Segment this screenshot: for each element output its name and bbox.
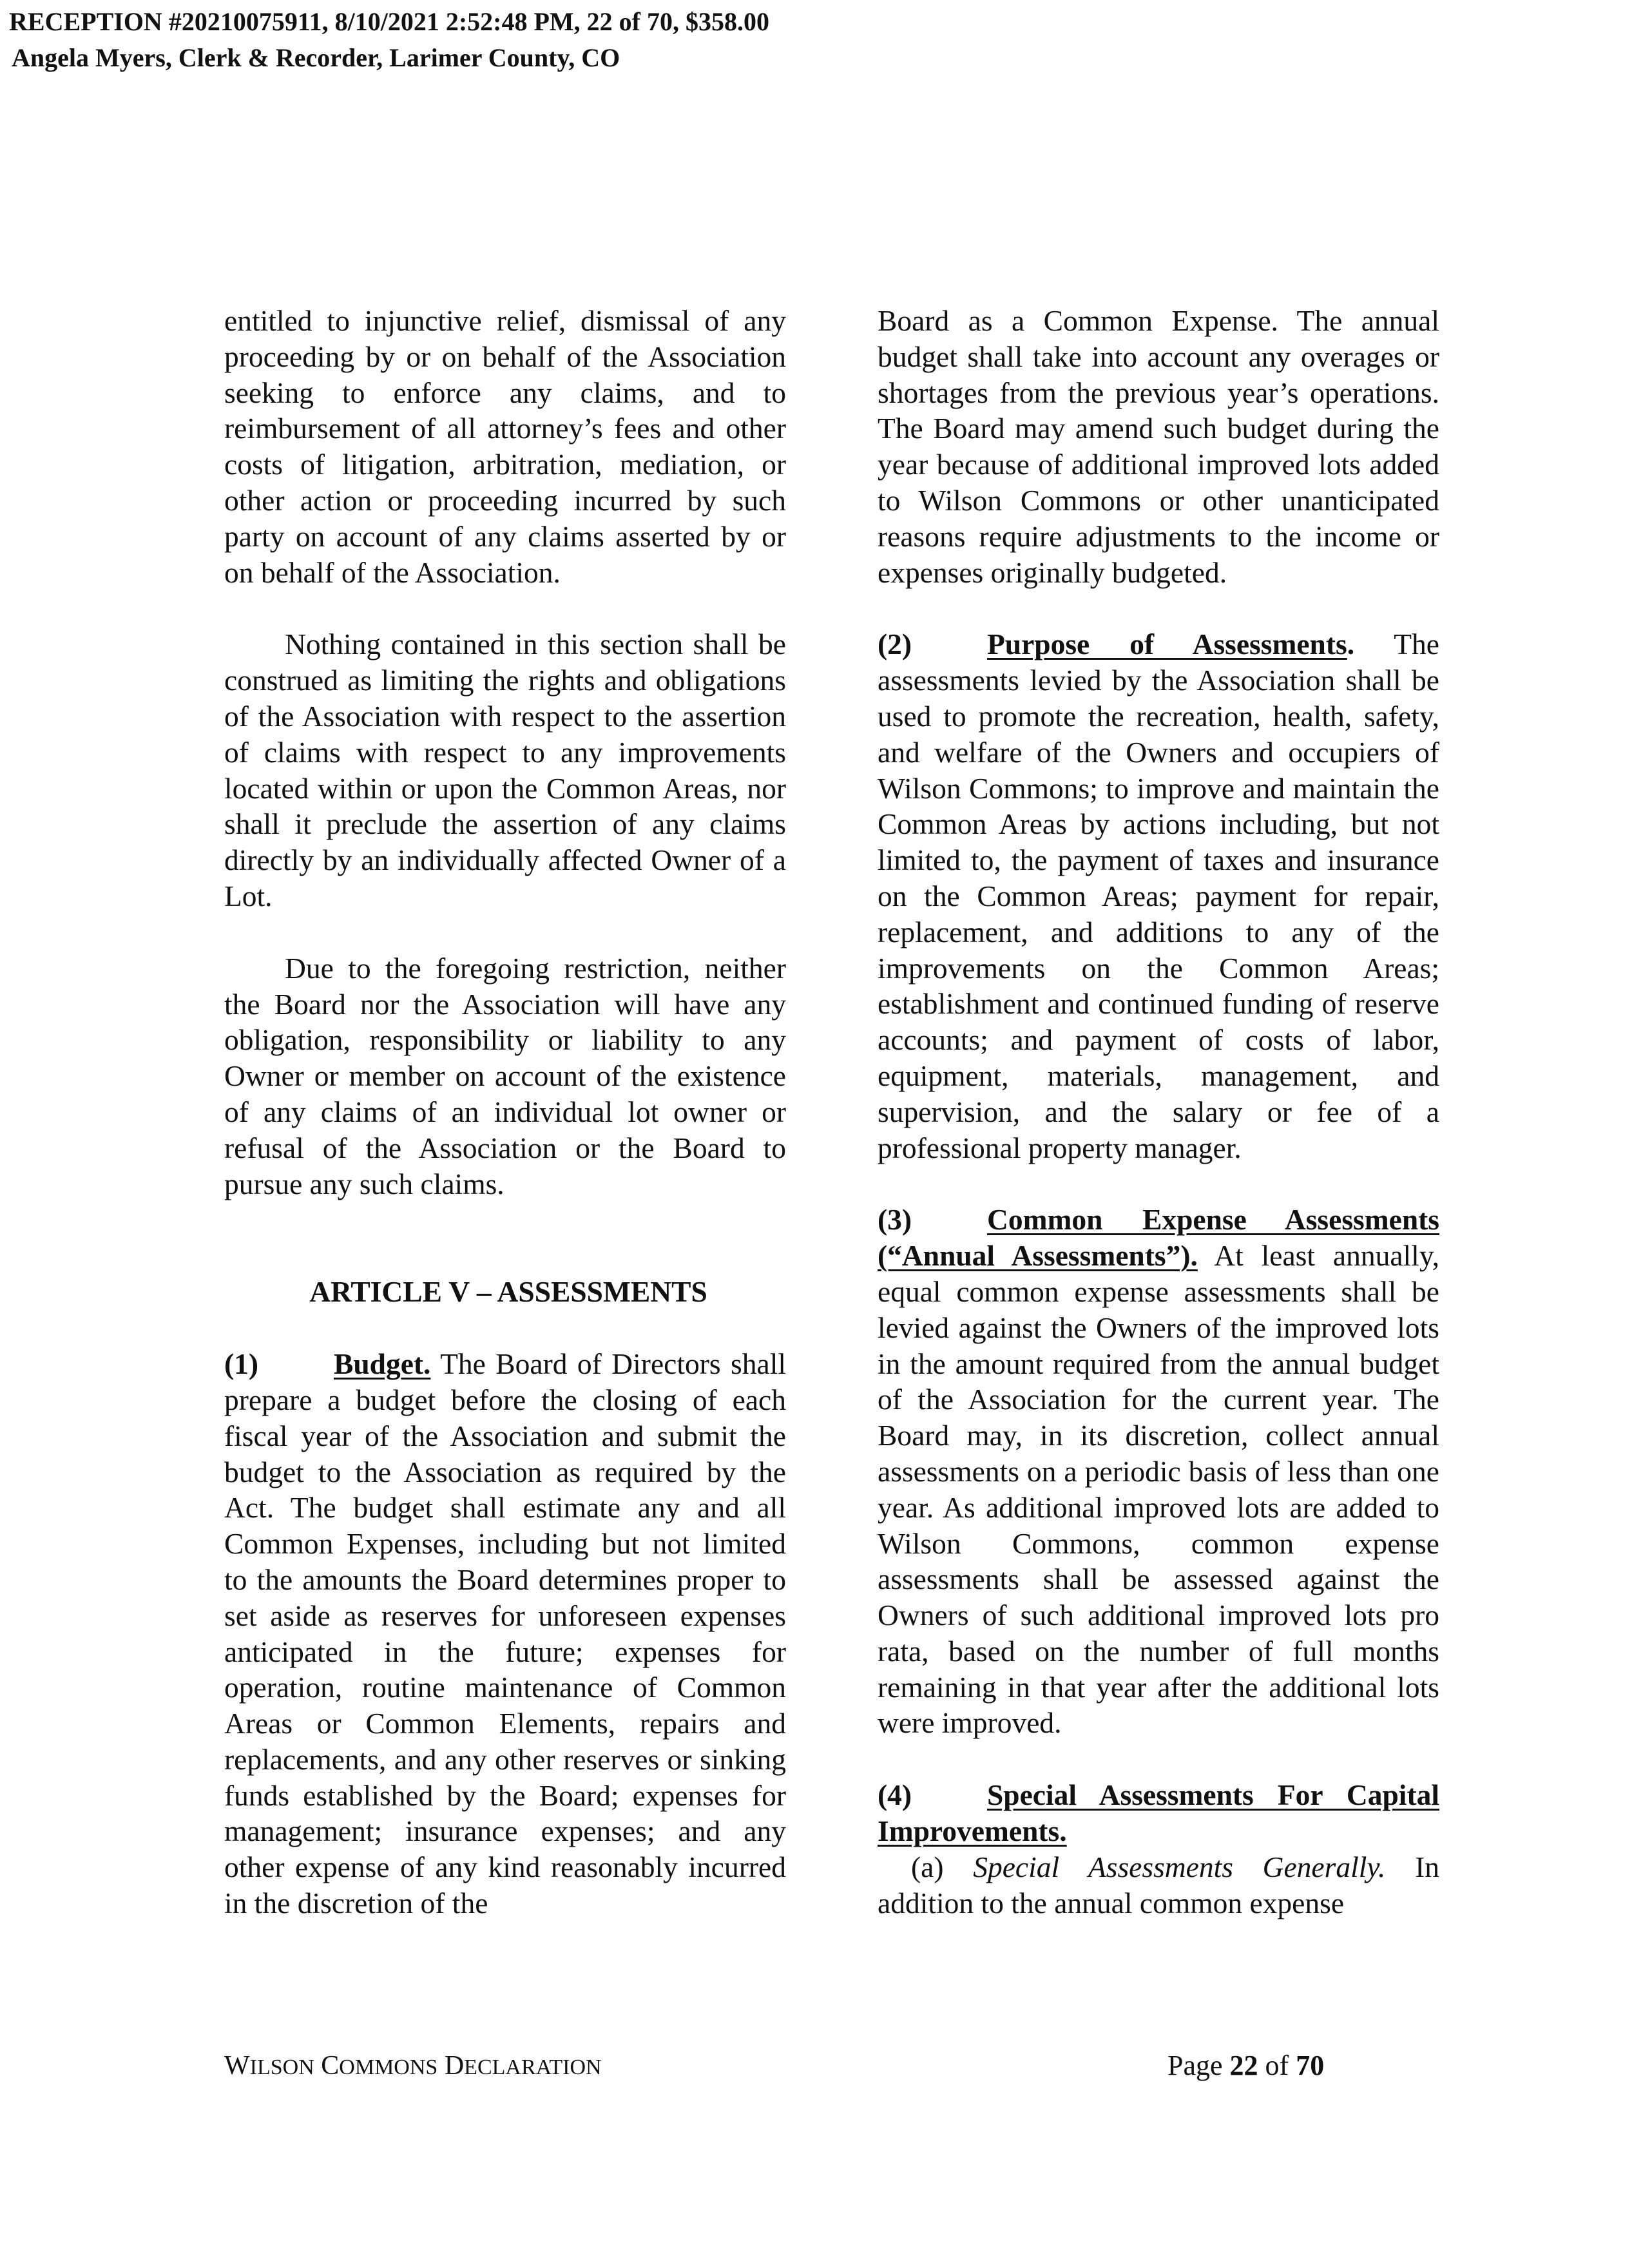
section-number: (1) bbox=[224, 1347, 259, 1381]
paragraph-board-common-expense: Board as a Common Expense. The annual budget shall take into account any overages or shortages from the previous year’s operations. The Board may amend such budget during the year because of additional improved lots added to Wilson Commons or other unanticipated reasons require adjustments to the income or expenses originally budgeted. bbox=[878, 304, 1439, 589]
section-1-budget bbox=[224, 1346, 786, 1921]
paragraph-nothing-contained: Nothing contained in this section shall be construed as limiting the rights and obligations of the Association with respect to the assertion of claims with respect to any improvements located within or upon the Common Areas, nor shall it preclude the assertion of any claims directly by an individually affected Owner of a Lot. bbox=[224, 628, 786, 912]
paragraph-foregoing-restriction: Due to the foregoing restriction, neither the Board nor the Association will have any obligation, responsibility or liability to any Owner or member on account of the existence of any claims of an individual lot owner or refusal of the Association or the Board to pursue any such claims. bbox=[224, 951, 786, 1200]
footer-page-number: Page 22 of 70 bbox=[1167, 2050, 1325, 2081]
page-current: 22 bbox=[1229, 2050, 1258, 2081]
section-title-period: . bbox=[1347, 628, 1355, 661]
section-number: (2) bbox=[878, 628, 912, 661]
section-4-special-assessments bbox=[878, 1777, 1439, 1849]
article-v-heading: ARTICLE V – ASSESSMENTS bbox=[309, 1275, 707, 1309]
section-number: (3) bbox=[878, 1203, 912, 1236]
subsection-body: In addition to the annual common expense bbox=[878, 1850, 1440, 1919]
section-body: At least annually, equal common expense assessments shall be levied against the Owners of the improved lots in the amount required from the annual budget of the Association for the current year. The Board may, in its discretion, collect annual assessments on a periodic basis of less than one year. As additional improved lots are added to Wilson Commons, common expense assessments shall be assessed against the Owners of such additional improved lots pro rata, based on the number of full months remaining in that year after the additional lots were improved. bbox=[878, 1239, 1439, 1740]
subsection-label: (a) bbox=[911, 1850, 974, 1883]
page-total: 70 bbox=[1296, 2050, 1325, 2081]
recorder-line: Angela Myers, Clerk & Recorder, Larimer County, CO bbox=[12, 43, 620, 72]
section-3-common-expense bbox=[878, 1202, 1439, 1741]
recording-header bbox=[9, 4, 769, 76]
section-number: (4) bbox=[878, 1778, 912, 1812]
subsection-4a bbox=[878, 1849, 1439, 1921]
section-title: Special Assessments For Capital Improvements. bbox=[878, 1778, 1439, 1848]
section-title: Common Expense Assessments (“Annual Assessments”). bbox=[878, 1203, 1439, 1273]
subsection-title: Special Assessments Generally. bbox=[973, 1850, 1386, 1883]
left-column bbox=[224, 303, 786, 1921]
paragraph-injunctive-relief: entitled to injunctive relief, dismissal of any proceeding by or on behalf of the Association seeking to enforce any claims, and to reimbursement of all attorney’s fees and other costs of litigation, arbitration, mediation, or other action or proceeding incurred by such party on account of any claims asserted by or on behalf of the Association. bbox=[224, 304, 786, 589]
right-column bbox=[878, 303, 1439, 1921]
section-body: The assessments levied by the Association shall be used to promote the recreation, health, safety, and welfare of the Owners and occupiers of Wilson Commons; to improve and maintain the Common Areas by actions including, but not limited to, the payment of taxes and insurance on the Common Areas; payment for repair, replacement, and additions to any of the improvements on the Common Areas; establishment and continued funding of reserve accounts; and payment of costs of labor, equipment, materials, management, and supervision, and the salary or fee of a professional property manager. bbox=[878, 628, 1439, 1164]
section-title: Budget. bbox=[334, 1347, 431, 1381]
section-2-purpose bbox=[878, 626, 1439, 1166]
section-body: The Board of Directors shall prepare a budget before the closing of each fiscal year of the Association and submit the budget to the Association as required by the Act. The budget shall estimate any and all Common Expenses, including but not limited to the amounts the Board determines proper to set aside as reserves for unforeseen expenses anticipated in the future; expenses for operation, routine maintenance of Common Areas or Common Elements, repairs and replacements, and any other reserves or sinking funds established by the Board; expenses for management; insurance expenses; and any other expense of any kind reasonably incurred in the discretion of the bbox=[224, 1347, 786, 1920]
reception-line: RECEPTION #20210075911, 8/10/2021 2:52:48 PM, 22 of 70, $358.00 bbox=[9, 7, 769, 36]
footer-document-title: WILSON COMMONS DECLARATION bbox=[224, 2051, 602, 2081]
section-title: Purpose of Assessments bbox=[987, 628, 1347, 661]
